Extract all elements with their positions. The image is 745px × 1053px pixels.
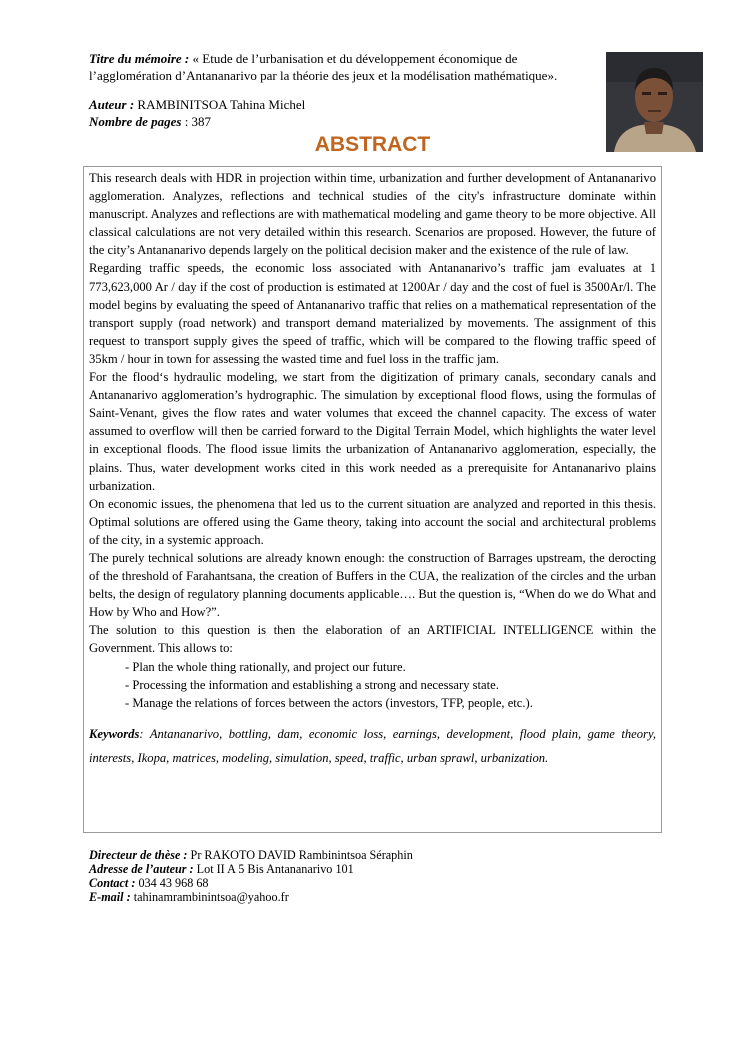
director-label: Directeur de thèse : bbox=[89, 848, 188, 862]
email-line bbox=[89, 890, 649, 904]
pages-label: Nombre de pages bbox=[89, 114, 182, 129]
bullet-item: - Manage the relations of forces between the actors (investors, TFP, people, etc.). bbox=[125, 695, 533, 710]
abstract-paragraph: The solution to this question is then the elaboration of an ARTIFICIAL INTELLIGENCE within the Government. This allows to: bbox=[89, 623, 656, 656]
email-label: E-mail : bbox=[89, 890, 131, 904]
title-label: Titre du mémoire : bbox=[89, 51, 190, 66]
bullet-item: - Plan the whole thing rationally, and project our future. bbox=[125, 659, 406, 674]
contact-line bbox=[89, 876, 649, 890]
abstract-paragraph: Regarding traffic speeds, the economic loss associated with Antananarivo’s traffic jam evaluates at 1 773,623,000 Ar / day if the cost of production is estimated at 1200Ar / day and the cost of fuel is 3500Ar/l. The model begins by evaluating the speed of Antananarivo traffic that relies on a mathematical representation of the transport supply (road network) and transport demand materialized by movements. The assignment of this request to transport supply gives the speed of traffic, which will be compared to the flowing traffic speed of 35km / hour in town for assessing the wasted time and fuel loss in the traffic jam. bbox=[89, 261, 656, 366]
abstract-bullet-list bbox=[89, 658, 656, 712]
address-value: Lot II A 5 Bis Antananarivo 101 bbox=[196, 862, 354, 876]
keywords-label: Keywords bbox=[89, 726, 140, 741]
bullet-item: - Processing the information and establishing a strong and necessary state. bbox=[125, 677, 499, 692]
abstract-paragraph: On economic issues, the phenomena that led us to the current situation are analyzed and reported in this thesis. Optimal solutions are offered using the Game theory, taking into account the social and architectural problems of the city, in a systemic approach. bbox=[89, 496, 656, 547]
contact-value: 034 43 968 68 bbox=[138, 876, 209, 890]
contact-label: Contact : bbox=[89, 876, 136, 890]
author-label: Auteur : bbox=[89, 97, 135, 112]
thesis-title bbox=[89, 50, 589, 84]
pages-line bbox=[89, 113, 589, 130]
director-line bbox=[89, 848, 649, 862]
abstract-heading: ABSTRACT bbox=[314, 133, 431, 156]
thesis-header bbox=[89, 50, 589, 130]
keywords bbox=[89, 722, 656, 770]
abstract-box bbox=[83, 166, 662, 833]
pages-value: : 387 bbox=[184, 114, 212, 129]
abstract-paragraph: The purely technical solutions are already known enough: the construction of Barrages upstream, the derocting of the threshold of Farahantsana, the creation of Buffers in the CUA, the realization of the circles and the urban belts, the design of regulatory planning documents applicable…. But the question is, “When do we do What and How by Who and How?”. bbox=[89, 550, 656, 620]
author-name: RAMBINITSOA Tahina Michel bbox=[137, 97, 306, 112]
director-value: Pr RAKOTO DAVID Rambinintsoa Séraphin bbox=[190, 848, 413, 862]
address-line bbox=[89, 862, 649, 876]
abstract-paragraph: This research deals with HDR in projection within time, urbanization and further development of Antananarivo agglomeration. Analyzes, reflections and technical studies of the city's infrastructure dominate within manuscript. Analyzes and reflections are with mathematical modeling and game theory to be more objective. All classical calculations are not very detailed within this research. Scenarios are proposed. However, the future of the city’s Antananarivo depends largely on the political decision maker and the existence of the rule of law. bbox=[89, 171, 656, 258]
keywords-text: : Antananarivo, bottling, dam, economic loss, earnings, development, flood plain, game theory, interests, Ikopa, matrices, modeling, simulation, speed, traffic, urban sprawl, urbanization. bbox=[89, 726, 656, 765]
email-value: tahinamrambinintsoa@yahoo.fr bbox=[133, 890, 289, 904]
title-text: « Etude de l’urbanisation et du développement économique de l’agglomération d’Antananarivo par la théorie des jeux et la modélisation mathématique». bbox=[89, 51, 558, 83]
thesis-footer bbox=[89, 848, 649, 904]
abstract-paragraph: For the flood‘s hydraulic modeling, we start from the digitization of primary canals, secondary canals and Antananarivo agglomeration’s hydrographic. The simulation by exceptional flood flows, using the formulas of Saint-Venant, gives the flow rates and water volumes that exceed the channel capacity. The excess of water assumed to overflow will then be carried forward to the Digital Terrain Model, which highlights the water level in exceptional floods. The flood issue limits the urbanization of Antananarivo agglomeration, especially, the plains. Thus, water development works cited in this work needed as a prerequisite for Antananarivo plains urbanization. bbox=[89, 370, 656, 493]
author-line bbox=[89, 96, 589, 113]
address-label: Adresse de l’auteur : bbox=[89, 862, 194, 876]
